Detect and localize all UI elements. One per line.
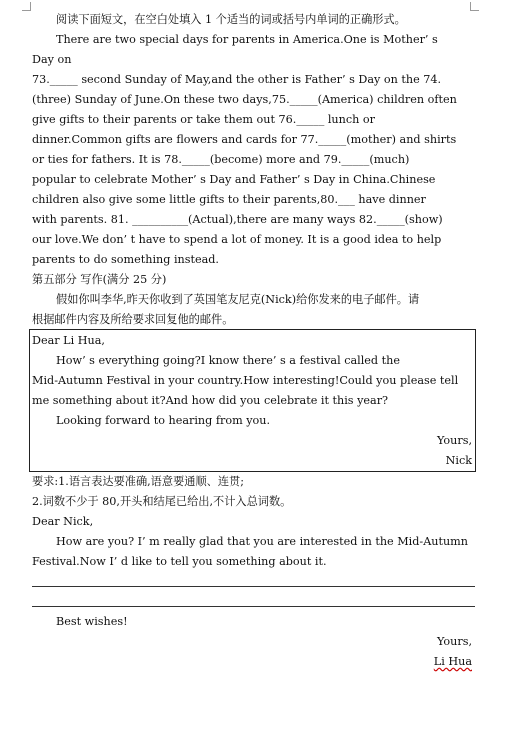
reply-wishes: Best wishes! <box>56 615 128 628</box>
requirement-line: 要求:1.语言表达要准确,语意要通顺、连贯; <box>32 475 244 488</box>
cloze-line: our love.We don’ t have to spend a lot of money. It is a good idea to help <box>32 233 442 246</box>
writing-prompt-line: 根据邮件内容及所给要求回复他的邮件。 <box>32 313 234 326</box>
cloze-line: parents to do something instead. <box>32 253 219 266</box>
writing-prompt-line: 假如你叫李华,昨天你收到了英国笔友尼克(Nick)给你发来的电子邮件。请 <box>56 293 420 306</box>
answer-line[interactable] <box>32 586 475 587</box>
reply-greeting: Dear Nick, <box>32 515 94 528</box>
reply-opening-line: Festival.Now I’ d like to tell you something about it. <box>32 555 327 568</box>
reply-signature: Li Hua <box>433 655 472 668</box>
answer-line[interactable] <box>32 606 475 607</box>
cloze-instruction: 阅读下面短文，在空白处填入 1 个适当的词或括号内单词的正确形式。 <box>56 13 406 26</box>
cloze-line: There are two special days for parents in America.One is Mother’ s <box>56 33 438 46</box>
email-signature: Nick <box>445 454 472 467</box>
email-body-line: How’ s everything going?I know there’ s a festival called the <box>56 354 400 367</box>
email-closing: Yours, <box>437 434 472 447</box>
reply-opening-line: How are you? I’ m really glad that you are interested in the Mid-Autumn <box>56 535 468 548</box>
cloze-line: 73._____ second Sunday of May,and the other is Father’ s Day on the 74. <box>32 73 442 86</box>
cloze-line: children also give some little gifts to their parents,80.___ have dinner <box>32 193 426 206</box>
email-greeting: Dear Li Hua, <box>32 334 105 347</box>
email-body-line: Mid-Autumn Festival in your country.How interesting!Could you please tell <box>32 374 459 387</box>
email-body-line: me something about it?And how did you celebrate it this year? <box>32 394 389 407</box>
cloze-line: with parents. 81. __________(Actual),there are many ways 82._____(show) <box>32 213 443 226</box>
email-body-line: Looking forward to hearing from you. <box>56 414 271 427</box>
requirement-line: 2.词数不少于 80,开头和结尾已给出,不计入总词数。 <box>32 495 292 508</box>
cloze-line: or ties for fathers. It is 78._____(become) more and 79._____(much) <box>32 153 410 166</box>
cloze-line: Day on <box>32 53 72 66</box>
section-title: 第五部分 写作(满分 25 分) <box>32 273 167 286</box>
cloze-line: give gifts to their parents or take them out 76._____ lunch or <box>32 113 375 126</box>
margin-corner-mark <box>22 2 31 11</box>
cloze-line: dinner.Common gifts are flowers and cards for 77._____(mother) and shirts <box>32 133 457 146</box>
cloze-line: (three) Sunday of June.On these two days,75._____(America) children often <box>32 93 457 106</box>
cloze-line: popular to celebrate Mother’ s Day and Father’ s Day in China.Chinese <box>32 173 436 186</box>
reply-closing: Yours, <box>437 635 472 648</box>
margin-corner-mark <box>470 2 479 11</box>
